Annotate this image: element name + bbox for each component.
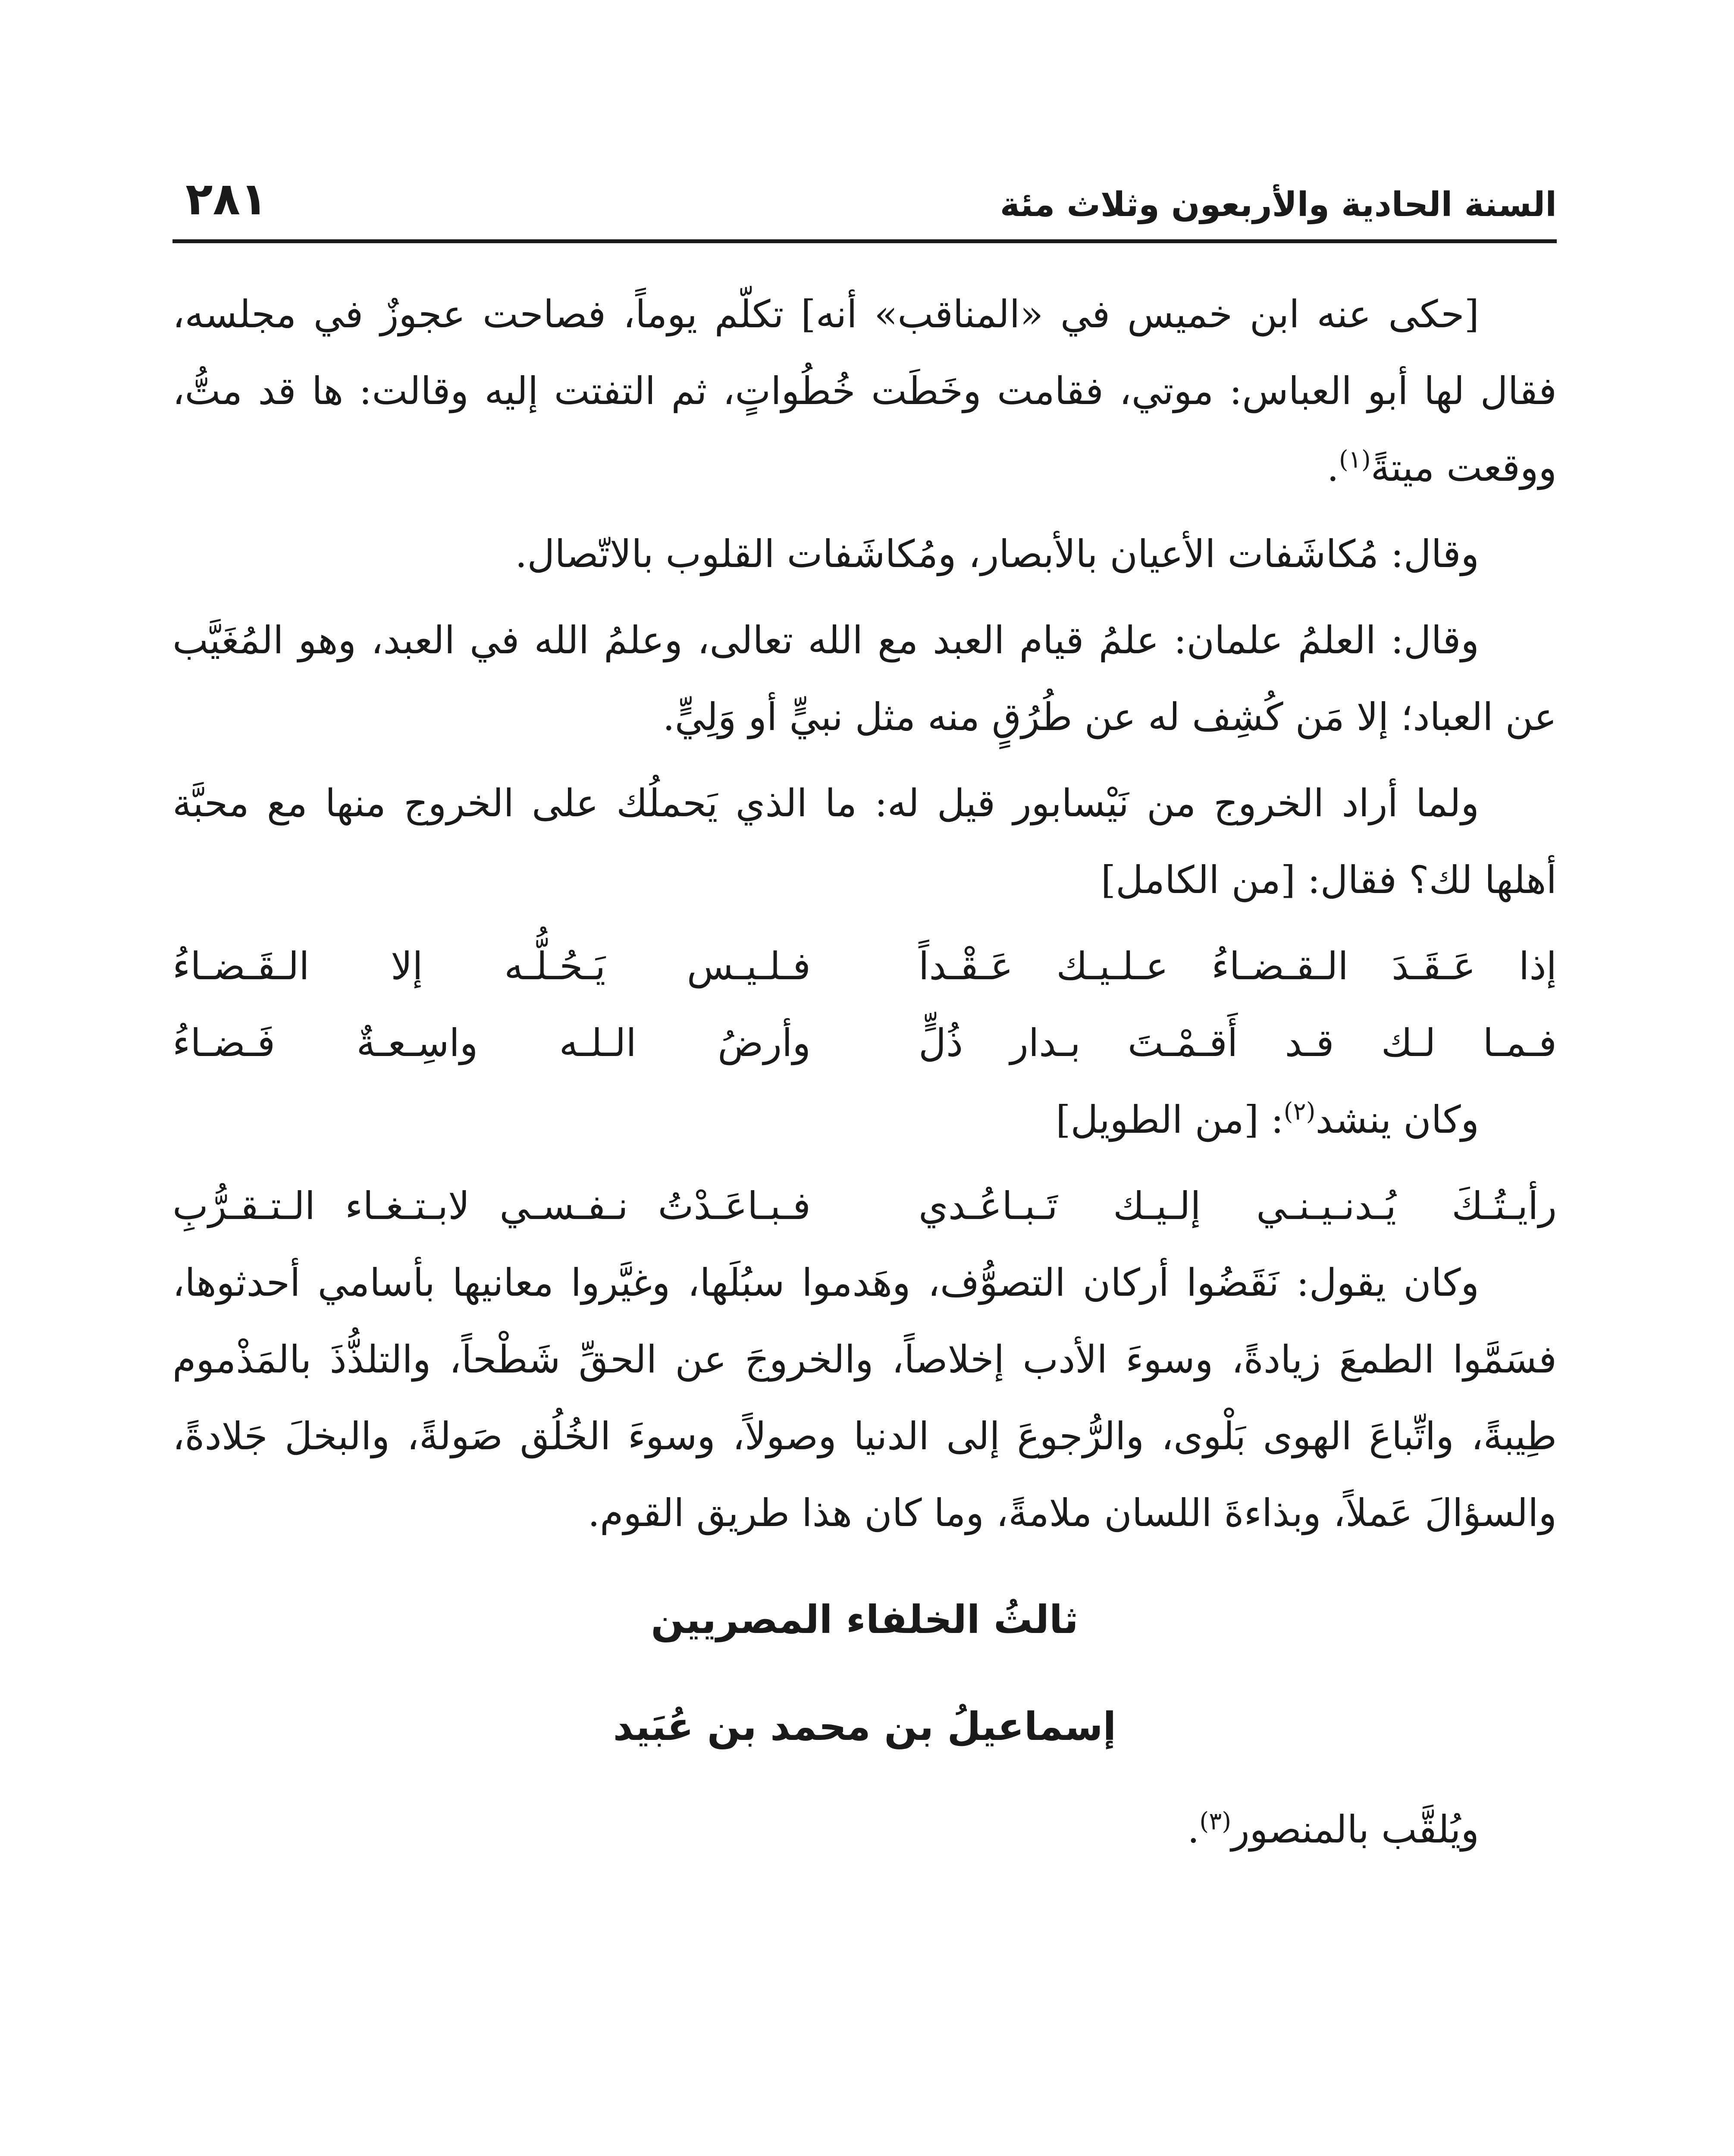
paragraph-end: : [من الطويل] bbox=[1056, 1097, 1284, 1142]
running-title: السنة الحادية والأربعون وثلاث مئة bbox=[1000, 185, 1557, 224]
poem-verse bbox=[172, 928, 1557, 1005]
section-heading: ثالثُ الخلفاء المصريين bbox=[651, 1597, 1079, 1642]
footnote-ref[interactable]: (٣) bbox=[1199, 1807, 1232, 1836]
paragraph-text: [حكى عنه ابن خميس في «المناقب» أنه] تكلّم يوماً، فصاحت عجوزٌ في مجلسه، فقال لها أبو العباس: موتي، فقامت وخَطَت خُطُواتٍ، ثم التفتت إليه وقالت: ها قد متُّ، ووقعت ميتةً bbox=[172, 292, 1557, 490]
verse-second-hemistich: وأرضُ الـلـه واسِـعـةٌ فَـضـاءُ bbox=[172, 1021, 811, 1065]
paragraph-text: وكان ينشد bbox=[1315, 1097, 1479, 1142]
main-text bbox=[172, 276, 1557, 1877]
verse-first-hemistich: إذا عَـقَـدَ الـقـضـاءُ عـلـيـك عَـقْـداً bbox=[919, 944, 1557, 988]
paragraph: وقال: مُكاشَفات الأعيان بالأبصار، ومُكاشَفات القلوب بالاتّصال. bbox=[515, 532, 1479, 576]
verse-first-hemistich: فـمـا لـك قـد أَقـمْـتَ بـدار ذُلٍّ bbox=[919, 1021, 1557, 1065]
paragraph-end: . bbox=[1187, 1807, 1200, 1852]
paragraph bbox=[172, 1791, 1557, 1868]
footnote-ref[interactable]: (٢) bbox=[1283, 1097, 1316, 1126]
footnote-ref[interactable]: (١) bbox=[1339, 445, 1371, 474]
paragraph: وكان يقول: نَقَضُوا أركان التصوُّف، وهَدموا سبُلَها، وغيَّروا معانيها بأسامي أحدثوها، فسَمَّوا الطمعَ زيادةً، وسوءَ الأدب إخلاصاً، والخروجَ عن الحقِّ شَطْحاً، والتلذُّذَ بالمَذْموم طِيبةً، واتِّباعَ الهوى بَلْوى، والرُّجوعَ إلى الدنيا وصولاً، وسوءَ الخُلُق صَولةً، والبخلَ جَلادةً، والسؤالَ عَملاً، وبذاءةَ اللسان ملامةً، وما كان هذا طريق القوم. bbox=[172, 1260, 1557, 1535]
paragraph: وقال: العلمُ علمان: علمُ قيام العبد مع الله تعالى، وعلمُ الله في العبد، وهو المُغَيَّب عن العباد؛ إلا مَن كُشِف له عن طُرُقٍ منه مثل نبيٍّ أو وَلِيٍّ. bbox=[172, 618, 1557, 739]
page-number: ٢٨١ bbox=[185, 172, 268, 225]
paragraph-end: . bbox=[1326, 445, 1339, 490]
verse-second-hemistich: فـبـاعَـدْتُ نـفـسـي لابـتـغـاء الـتـقـرُّبِ bbox=[172, 1184, 811, 1228]
paragraph-text: ويُلقَّب بالمنصور bbox=[1231, 1807, 1479, 1852]
paragraph bbox=[172, 1081, 1557, 1158]
poem-verse bbox=[172, 1005, 1557, 1081]
paragraph: ولما أراد الخروج من نَيْسابور قيل له: ما الذي يَحملُك على الخروج منها مع محبَّة أهلها لك؟ فقال: [من الكامل] bbox=[172, 781, 1557, 902]
subsection-heading: إسماعيلُ بن محمد بن عُبَيد bbox=[613, 1704, 1116, 1749]
verse-second-hemistich: فـلـيـس يَـحُـلُّـه إلا الـقَـضـاءُ bbox=[172, 944, 811, 988]
paragraph bbox=[172, 276, 1557, 506]
page-header bbox=[172, 155, 1557, 246]
header-rule bbox=[172, 239, 1557, 243]
poem-verse bbox=[172, 1168, 1557, 1244]
verse-first-hemistich: رأيـتُـكَ يُـدنـيـنـي إلـيـك تَـبـاعُـدي bbox=[919, 1184, 1557, 1228]
